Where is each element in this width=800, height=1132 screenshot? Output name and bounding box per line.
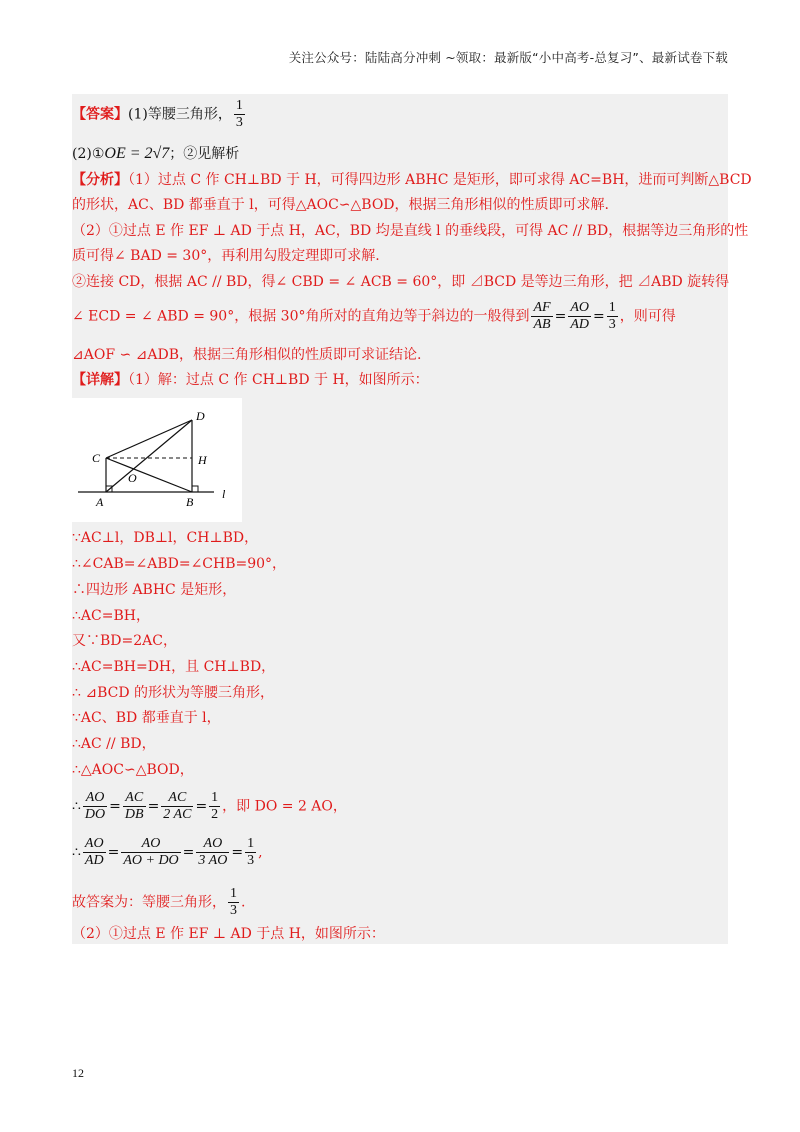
fraction-denominator: AO + DO (123, 853, 179, 868)
analysis-line-5: ②连接 CD，根据 AC // BD，得∠ CBD = ∠ ACB = 60°，即 ⊿BCD 是等边三角形，把 ⊿ABD 旋转得 (72, 274, 730, 290)
analysis-line-2: 的形状，AC、BD 都垂直于 l，可得△AOC∽△BOD，根据三角形相似的性质即可求解. (72, 197, 609, 213)
analysis-line-4: 质可得∠ BAD = 30°，再利用勾股定理即可求解. (72, 248, 380, 264)
detail-step-11-tail: ，即 DO = 2 AO， (222, 798, 347, 815)
fraction-one-third-2 (245, 836, 256, 869)
analysis-text: （1）过点 C 作 CH⊥BD 于 H，可得四边形 ABHC 是矩形，即可求得 AC=BH，进而可判断△BCD (128, 172, 752, 188)
detail-step-11: ∴ $\frac{AO}{DO}$ = $\frac{AC}{DB}$ = $\frac{AC}{2 AC}$ = $\frac{1}{2}$ ，即 DO = 2 AO， (72, 790, 347, 822)
fraction-denominator: 3 (235, 115, 243, 130)
analysis-line-6: ∠ ECD = ∠ ABD = 90°，根据 30°角所对的直角边等于斜边的一般得到 $\frac{AF}{AB}$ = $\frac{AO}{AD}$ = $\frac{1}{3}$ ，则可得 (72, 300, 676, 332)
fraction-ac-db (123, 790, 146, 823)
label-c: C (92, 451, 101, 465)
fraction-numerator: AO (196, 836, 229, 853)
analysis-line-6-text: ∠ ECD = ∠ ABD = 90°，根据 30°角所对的直角边等于斜边的一般得到 (72, 308, 530, 325)
detail-step-5: 又∵BD=2AC， (72, 633, 177, 649)
label-a: A (96, 495, 104, 509)
detail-step-6: ∴AC=BH=DH，且 CH⊥BD， (72, 659, 276, 675)
fraction-denominator: 3 (608, 317, 616, 332)
detail-step-13: 故答案为：等腰三角形， $\frac{1}{3}$ . (72, 886, 246, 918)
fraction-numerator: AO (570, 300, 589, 315)
fraction-numerator: 1 (230, 886, 237, 901)
answer-part2-suffix: ；②见解析 (169, 146, 240, 162)
fraction-numerator: AO (84, 836, 104, 851)
fraction-ac-2ac (161, 790, 193, 823)
geometry-figure (72, 398, 242, 522)
answer-fraction (234, 98, 245, 131)
fraction-af-ab (531, 300, 552, 333)
detail-step-10: ∴△AOC∽△BOD， (72, 762, 194, 778)
analysis-line-3: （2）①过点 E 作 EF ⊥ AD 于点 H，AC，BD 均是直线 l 的垂线段，可得 AC // BD，根据等边三角形的性 (72, 223, 749, 239)
fraction-numerator: AC (161, 790, 193, 807)
page-header: 关注公众号：陆陆高分冲刺 ~领取：最新版“小中高考-总复习”、最新试卷下载 (288, 50, 728, 65)
detail-step-13-text: 故答案为：等腰三角形， (72, 894, 226, 911)
answer-line-2 (72, 144, 239, 164)
fraction-ao-ad (568, 300, 591, 333)
answer-part2-prefix: (2)① (72, 146, 105, 162)
fraction-ao-3ao (196, 836, 229, 869)
fraction-numerator: AO (121, 836, 180, 853)
detail-step-3: ∴四边形 ABHC 是矩形， (72, 582, 237, 598)
answer-oe-value: OE = 2√7 (104, 145, 170, 162)
label-o: O (128, 471, 137, 485)
fraction-denominator: AD (84, 853, 104, 868)
detail-step-12: ∴ $\frac{AO}{AD}$ = $\frac{AO}{AO + DO}$ = $\frac{AO}{3 AO}$ = $\frac{1}{3}$ , (72, 836, 263, 868)
analysis-line-1 (72, 170, 752, 190)
label-b: B (186, 495, 194, 509)
analysis-line-7: ⊿AOF ∽ ⊿ADB，根据三角形相似的性质即可求证结论. (72, 347, 422, 363)
fraction-one-half (209, 790, 220, 823)
label-l: l (222, 487, 226, 501)
detail-step-8: ∵AC、BD 都垂直于 l， (72, 710, 221, 726)
fraction-ao-do (83, 790, 107, 823)
detail-text: （1）解：过点 C 作 CH⊥BD 于 H，如图所示： (128, 372, 429, 388)
fraction-denominator: AB (533, 317, 551, 332)
detail-line-1 (72, 370, 429, 390)
detail-step-14: （2）①过点 E 作 EF ⊥ AD 于点 H，如图所示： (72, 926, 385, 942)
answer-part1: (1)等腰三角形， (128, 106, 232, 123)
answer-line (72, 98, 247, 131)
geometry-figure-svg (72, 398, 242, 522)
fraction-ao-aodo (121, 836, 180, 869)
page-number: 12 (72, 1066, 84, 1080)
fraction-denominator: DO (84, 807, 106, 822)
fraction-denominator: 3 (230, 903, 237, 918)
fraction-final (228, 886, 239, 919)
analysis-line-6-tail: ，则可得 (619, 308, 676, 325)
fraction-one-third (607, 300, 618, 333)
fraction-ao-ad-2 (83, 836, 106, 869)
detail-step-9: ∴AC // BD， (72, 736, 156, 752)
detail-step-4: ∴AC=BH， (72, 608, 150, 624)
label-h: H (198, 453, 207, 467)
fraction-numerator: 1 (235, 98, 243, 113)
fraction-denominator: DB (124, 807, 144, 822)
fraction-denominator: AD (570, 317, 589, 332)
fraction-denominator: 2 AC (163, 807, 192, 822)
fraction-numerator: 1 (211, 790, 219, 805)
label-d: D (196, 409, 205, 423)
detail-label: 【详解】 (72, 372, 128, 388)
fraction-numerator: AO (83, 790, 107, 807)
fraction-denominator: 3 (247, 853, 255, 868)
answer-label: 【答案】 (72, 106, 128, 123)
detail-step-2: ∴∠CAB=∠ABD=∠CHB=90°， (72, 556, 287, 572)
fraction-numerator: 1 (608, 300, 616, 315)
fraction-numerator: AF (533, 300, 551, 315)
fraction-numerator: AC (123, 790, 146, 807)
fraction-denominator: 3 AO (198, 853, 228, 868)
analysis-label: 【分析】 (72, 172, 128, 188)
fraction-denominator: 2 (211, 807, 219, 822)
solution-block (72, 94, 752, 944)
fraction-numerator: 1 (247, 836, 255, 851)
detail-step-1: ∵AC⊥l，DB⊥l，CH⊥BD， (72, 530, 259, 546)
detail-step-7: ∴ ⊿BCD 的形状为等腰三角形， (72, 685, 275, 701)
